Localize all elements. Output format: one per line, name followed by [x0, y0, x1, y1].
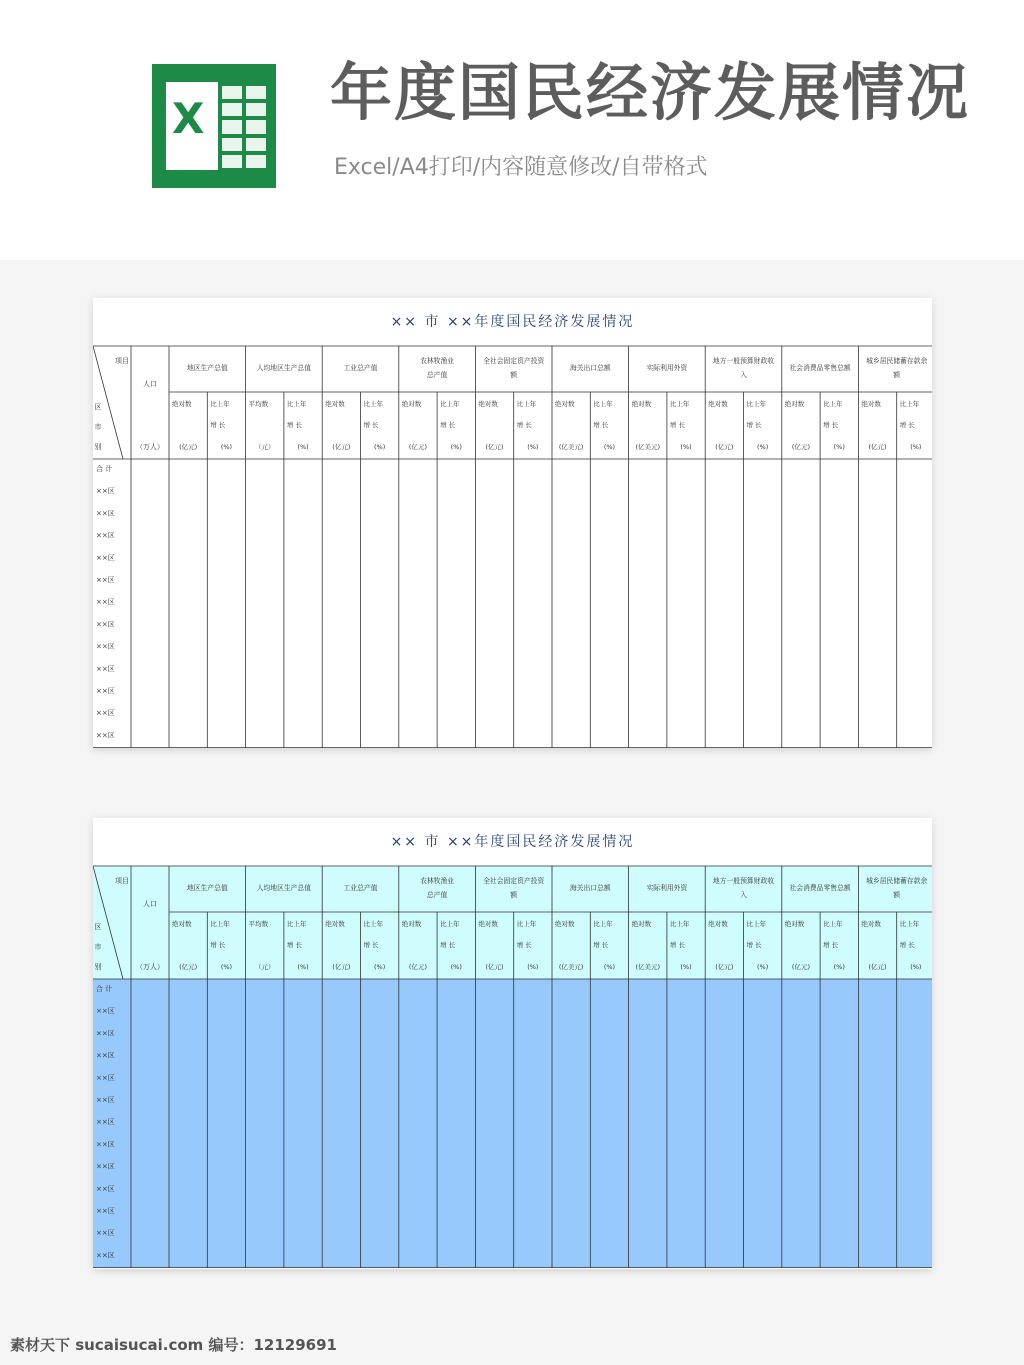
row-label: ××区	[96, 1140, 115, 1149]
sub-header-label: 比上年	[440, 400, 460, 408]
sub-header-label: 增 长	[440, 941, 456, 949]
sub-header-unit: (%)	[910, 443, 922, 451]
sub-header-unit: (%)	[374, 443, 386, 451]
sub-header-unit: (%)	[297, 963, 309, 971]
sub-header-label: 绝对数	[784, 920, 805, 928]
page-title: 年度国民经济发展情况	[330, 56, 971, 129]
watermark-bar	[0, 1322, 1024, 1365]
corner-label-district: 区	[94, 923, 102, 931]
sub-header-unit: (亿元)	[179, 963, 198, 971]
row-label: ××区	[96, 1251, 115, 1260]
sub-header-label: 增 长	[823, 941, 839, 949]
sheet-title: ×× 市 ××年度国民经济发展情况	[390, 314, 635, 330]
sub-header-label: 比上年	[669, 400, 690, 408]
sub-header-label: 绝对数	[401, 400, 422, 408]
group-header: 海关出口总额	[569, 364, 611, 372]
sub-header-label: 比上年	[593, 400, 613, 408]
row-label: ××区	[96, 1162, 115, 1171]
data-table	[93, 818, 932, 1269]
group-header: 工业总产值	[343, 364, 378, 372]
sub-header-unit: (%)	[527, 963, 539, 971]
group-header: 社会消费品零售总额	[789, 884, 851, 892]
sub-header-unit: (亿美元)	[558, 963, 584, 971]
corner-label-district: 区	[94, 403, 102, 411]
row-label: ××区	[96, 1229, 115, 1238]
sub-header-label: 绝对数	[325, 920, 345, 928]
banner	[0, 0, 1024, 260]
sub-header-unit: (%)	[450, 963, 462, 971]
group-header: 农林牧渔业	[420, 877, 455, 885]
sub-header-unit: (%)	[910, 963, 922, 971]
row-label: ××区	[96, 553, 115, 562]
sub-header-label: 比上年	[516, 920, 537, 928]
sub-header-label: 增 长	[746, 941, 762, 949]
group-header: 额	[510, 371, 518, 379]
sub-header-unit: (亿元)	[715, 443, 734, 451]
sub-header-label: 增 长	[363, 421, 379, 429]
sub-header-label: 增 长	[899, 941, 915, 949]
sub-header-unit: (%)	[680, 963, 692, 971]
sub-header-unit: (%)	[757, 443, 769, 451]
sub-header-unit: (亿元)	[791, 443, 810, 451]
sub-header-unit: (亿美元)	[635, 963, 661, 971]
sub-header-label: 比上年	[286, 400, 307, 408]
sub-header-label: 绝对数	[478, 400, 498, 408]
sub-header-unit: (%)	[297, 443, 309, 451]
sub-header-label: 比上年	[899, 400, 920, 408]
sub-header-label: 比上年	[823, 400, 843, 408]
row-label: ××区	[96, 509, 115, 518]
sub-header-label: 绝对数	[555, 400, 575, 408]
sub-header-unit: (%)	[757, 963, 769, 971]
row-label: ××区	[96, 1029, 115, 1038]
group-header: 入	[740, 371, 747, 379]
row-label: ××区	[96, 620, 115, 629]
group-header: 额	[893, 371, 901, 379]
sub-header-unit: (%)	[374, 963, 386, 971]
sub-header-label: 比上年	[746, 400, 766, 408]
row-label: ××区	[96, 731, 115, 740]
sub-header-label: 绝对数	[708, 400, 728, 408]
group-header: 社会消费品零售总额	[789, 364, 851, 372]
sub-header-label: 比上年	[440, 920, 460, 928]
sub-header-label: 比上年	[286, 920, 307, 928]
sub-header-label: 增 长	[669, 421, 685, 429]
group-header: 地区生产总值	[186, 364, 228, 372]
sheet-preview-plain	[93, 298, 932, 748]
sub-header-label: 比上年	[746, 920, 766, 928]
row-label: ××区	[96, 687, 115, 695]
body-fill	[93, 979, 932, 1268]
sub-header-label: 绝对数	[784, 400, 805, 408]
sub-header-unit: (亿元)	[332, 963, 351, 971]
sub-header-unit: (%)	[603, 963, 616, 971]
group-header: 人均地区生产总值	[256, 364, 312, 372]
excel-logo-icon	[152, 64, 276, 188]
population-unit: （万人）	[136, 963, 164, 971]
corner-label-item: 项目	[115, 877, 129, 885]
sub-header-unit: (%)	[220, 443, 233, 451]
row-label: ××区	[96, 1073, 115, 1082]
group-header: 总产值	[426, 371, 448, 379]
row-label: ××区	[96, 598, 115, 607]
row-label: 合 计	[96, 465, 113, 473]
sub-header-unit: (亿元)	[332, 443, 351, 451]
corner-label-district: 市	[94, 423, 102, 431]
logo-letter: X	[172, 94, 205, 143]
sub-header-unit: (亿美元)	[635, 443, 661, 451]
sub-header-label: 增 长	[363, 941, 379, 949]
sheet-title: ×× 市 ××年度国民经济发展情况	[390, 834, 635, 850]
sub-header-label: 增 长	[440, 421, 456, 429]
corner-label-district: 别	[94, 443, 102, 451]
row-label: 合 计	[96, 985, 113, 993]
sub-header-label: 绝对数	[172, 920, 192, 928]
sub-header-label: 绝对数	[478, 920, 498, 928]
row-label: ××区	[96, 1118, 115, 1127]
sub-header-label: 绝对数	[401, 920, 422, 928]
sub-header-label: 比上年	[593, 920, 613, 928]
sub-header-unit: (%)	[603, 443, 616, 451]
sub-header-label: 比上年	[899, 920, 920, 928]
sub-header-label: 增 长	[669, 941, 685, 949]
sub-header-unit: (亿元)	[485, 443, 504, 451]
population-header: 人口	[143, 380, 157, 388]
group-header: 入	[740, 891, 747, 899]
row-label: ××区	[96, 1207, 115, 1215]
row-label: ××区	[96, 1096, 115, 1104]
logo-grid	[222, 86, 266, 168]
population-header: 人口	[143, 900, 157, 908]
row-label: ××区	[96, 1007, 115, 1016]
row-label: ××区	[96, 531, 115, 540]
sub-header-unit: （元）	[255, 963, 275, 971]
page-subtitle: Excel/A4打印/内容随意修改/自带格式	[334, 155, 708, 180]
group-header: 海关出口总额	[569, 884, 611, 892]
sub-header-label: 比上年	[669, 920, 690, 928]
sub-header-label: 比上年	[516, 400, 537, 408]
sub-header-unit: (%)	[680, 443, 692, 451]
sub-header-unit: (%)	[833, 443, 845, 451]
sub-header-unit: (%)	[220, 963, 233, 971]
sub-header-label: 增 长	[899, 421, 915, 429]
group-header: 总产值	[426, 891, 448, 899]
sheet-preview-colored	[93, 818, 932, 1269]
population-unit: （万人）	[136, 443, 164, 451]
group-header: 全社会固定资产投资	[483, 357, 545, 365]
group-header: 全社会固定资产投资	[483, 877, 545, 885]
sub-header-label: 绝对数	[631, 920, 652, 928]
sub-header-label: 绝对数	[555, 920, 575, 928]
sub-header-unit: (亿元)	[791, 963, 810, 971]
row-label: ××区	[96, 1051, 115, 1060]
row-label: ××区	[96, 709, 115, 718]
group-header: 额	[893, 891, 901, 899]
group-header: 人均地区生产总值	[256, 884, 312, 892]
sub-header-label: 增 长	[210, 421, 226, 429]
corner-label-district: 市	[94, 943, 102, 951]
sub-header-label: 平均数	[248, 400, 269, 408]
group-header: 地区生产总值	[186, 884, 228, 892]
group-header: 农林牧渔业	[420, 357, 455, 365]
group-header: 城乡居民储蓄存款余	[866, 877, 928, 885]
sub-header-label: 绝对数	[172, 400, 192, 408]
group-header: 城乡居民储蓄存款余	[866, 357, 928, 365]
sub-header-unit: (亿元)	[179, 443, 198, 451]
group-header: 工业总产值	[343, 884, 378, 892]
watermark-text: 素材天下 sucaisucai.com 编号：12129691	[10, 1336, 337, 1354]
sub-header-label: 比上年	[363, 920, 383, 928]
group-header: 实际利用外资	[646, 884, 688, 892]
sub-header-label: 平均数	[248, 920, 269, 928]
group-header: 额	[510, 891, 518, 899]
group-header: 地方一般预算财政收	[712, 357, 775, 365]
sub-header-unit: （元）	[255, 443, 275, 451]
row-label: ××区	[96, 664, 115, 673]
row-label: ××区	[96, 642, 115, 651]
sub-header-label: 绝对数	[325, 400, 345, 408]
sub-header-label: 增 长	[286, 941, 302, 949]
sub-header-unit: (亿元)	[868, 443, 887, 451]
sub-header-label: 增 长	[823, 421, 839, 429]
group-header: 实际利用外资	[646, 364, 688, 372]
data-table	[93, 298, 932, 748]
sub-header-label: 比上年	[823, 920, 843, 928]
sub-header-unit: (%)	[450, 443, 462, 451]
sub-header-label: 增 长	[516, 941, 532, 949]
sub-header-label: 增 长	[516, 421, 532, 429]
sub-header-label: 增 长	[286, 421, 302, 429]
sub-header-label: 比上年	[363, 400, 383, 408]
sub-header-label: 增 长	[210, 941, 226, 949]
sub-header-unit: (%)	[833, 963, 845, 971]
sub-header-unit: (亿元)	[408, 443, 427, 451]
corner-label-district: 别	[94, 963, 102, 971]
sub-header-unit: (亿美元)	[558, 443, 584, 451]
sub-header-unit: (亿元)	[408, 963, 427, 971]
row-label: ××区	[96, 1184, 115, 1193]
sub-header-unit: (亿元)	[715, 963, 734, 971]
sub-header-label: 增 长	[746, 421, 762, 429]
sub-header-label: 绝对数	[708, 920, 728, 928]
sub-header-label: 绝对数	[861, 400, 881, 408]
corner-label-item: 项目	[115, 357, 129, 365]
sub-header-unit: (%)	[527, 443, 539, 451]
row-label: ××区	[96, 487, 115, 496]
sub-header-unit: (亿元)	[868, 963, 887, 971]
sub-header-label: 绝对数	[861, 920, 881, 928]
sub-header-label: 比上年	[210, 400, 230, 408]
sub-header-label: 增 长	[593, 421, 609, 429]
row-label: ××区	[96, 576, 115, 584]
group-header: 地方一般预算财政收	[712, 877, 775, 885]
sub-header-label: 绝对数	[631, 400, 652, 408]
sub-header-label: 比上年	[210, 920, 230, 928]
sub-header-label: 增 长	[593, 941, 609, 949]
sub-header-unit: (亿元)	[485, 963, 504, 971]
